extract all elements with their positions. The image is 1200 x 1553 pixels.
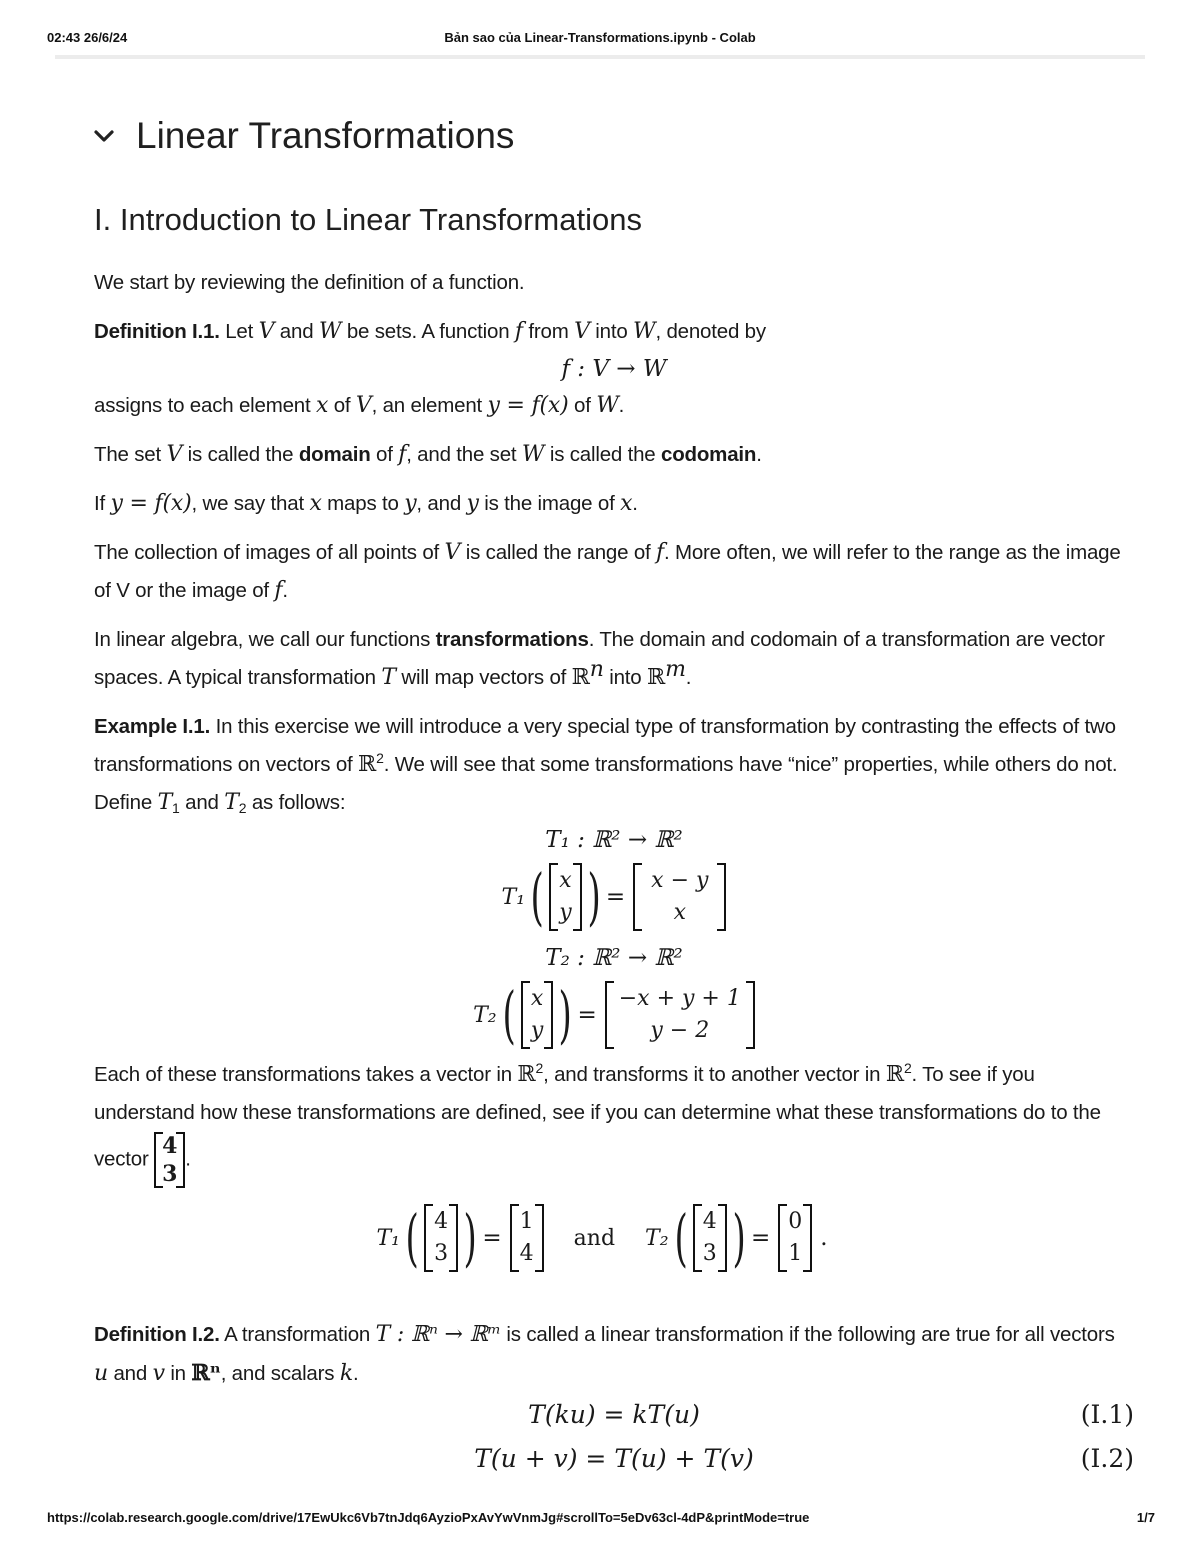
math-n: n <box>589 657 604 682</box>
t1-result-vector <box>510 1204 544 1272</box>
text: Each of these transformations takes a vector in <box>94 1063 518 1086</box>
t1-output-vector <box>633 863 726 931</box>
math-u: u <box>94 1361 108 1386</box>
t2-output-vector <box>605 981 755 1049</box>
text: , and the set <box>406 443 522 466</box>
math-m: m <box>665 657 686 682</box>
print-url: https://colab.research.google.com/drive/17EwUkc6Vb7tnJdq6AyzioPxAvYwVnmJg#scrollTo=5eDv63cl-4dP&printMode=true <box>47 1510 810 1525</box>
text: and <box>179 791 225 814</box>
section-title: I. Introduction to Linear Transformations <box>94 202 642 237</box>
and-word: and <box>573 1225 616 1251</box>
math-v-vec: v <box>152 1361 165 1386</box>
math-reals: ℝ <box>517 1062 536 1087</box>
vector-entry: 3 <box>702 1241 717 1266</box>
t1-symbol: T₁ <box>376 1225 400 1251</box>
text: , we say that <box>191 492 310 515</box>
left-paren: ( <box>405 1201 419 1274</box>
text: is the image of <box>478 492 621 515</box>
t2-map: T₂ : ℝ² → ℝ² <box>545 945 683 971</box>
definition-1-cont <box>94 387 1134 425</box>
math-v: V <box>574 319 590 344</box>
text: , and <box>416 492 467 515</box>
text: Let <box>219 320 259 343</box>
math-v: V <box>444 540 461 565</box>
text: . <box>352 1362 359 1385</box>
math-f: f <box>398 442 407 467</box>
vector-entry: x <box>530 986 544 1011</box>
heading-main: Linear Transformations <box>136 115 515 156</box>
math-map: T : ℝⁿ → ℝᵐ <box>375 1322 501 1347</box>
equation-expr: T(u + v) = T(u) + T(v) <box>474 1444 754 1473</box>
text: assigns to each element <box>94 394 316 417</box>
math-2: 2 <box>535 1060 544 1076</box>
t2-symbol: T₂ <box>645 1225 669 1251</box>
math-reals: ℝ <box>358 752 377 777</box>
vector-entry: 4 <box>702 1209 717 1234</box>
t2-result-vector <box>778 1204 812 1272</box>
text: . <box>618 394 625 417</box>
t1-input-vector <box>424 1204 458 1272</box>
text: . To see if you understand how these transformations are defined, see if you can determine what these transformations do to the vector <box>94 1063 1101 1171</box>
text: , and transforms it to another vector in <box>543 1063 886 1086</box>
math-w: W <box>633 319 656 344</box>
math-y: y <box>466 491 479 516</box>
math-t: T <box>381 665 396 690</box>
text: is called the <box>182 443 299 466</box>
math-k: k <box>339 1361 353 1386</box>
definition-2-label: Definition I.2. <box>94 1323 220 1346</box>
vector-entry: y <box>559 900 572 925</box>
text: as follows: <box>246 791 346 814</box>
example-1-label: Example I.1. <box>94 715 211 738</box>
term-codomain: codomain <box>661 443 757 466</box>
math-x: x <box>315 393 329 418</box>
text: be sets. A function <box>341 320 515 343</box>
text: and <box>274 320 319 343</box>
text: and <box>107 1362 153 1385</box>
vector-entry: 1 <box>519 1209 534 1234</box>
text: The collection of images of all points of <box>94 541 445 564</box>
chevron-down-icon[interactable] <box>86 118 122 154</box>
vector-entry: 3 <box>434 1241 449 1266</box>
text: will map vectors of <box>395 666 572 689</box>
print-footer <box>47 1510 1155 1530</box>
t1-definition <box>94 858 1134 936</box>
vector-entry: 3 <box>162 1161 178 1187</box>
math-f: f <box>656 540 664 565</box>
text: of <box>328 394 356 417</box>
text: . We will see that some transformations have “nice” properties, while others do not. Define <box>94 753 1118 814</box>
text: is called the range of <box>460 541 657 564</box>
text: maps to <box>321 492 405 515</box>
definition-2 <box>94 1316 1134 1393</box>
text: In linear algebra, we call our functions <box>94 628 436 651</box>
text: of <box>370 443 399 466</box>
equals-sign: = <box>482 1225 502 1251</box>
math-sub-1: 1 <box>172 800 180 816</box>
page-number: 1/7 <box>1136 1510 1155 1525</box>
math-w: W <box>596 393 619 418</box>
t2-input-vector <box>521 981 553 1049</box>
right-paren: ) <box>732 1201 746 1274</box>
right-paren: ) <box>587 860 601 933</box>
text: . <box>185 1147 191 1171</box>
math-t: T <box>224 790 239 815</box>
math-t: T <box>157 790 173 815</box>
vector-entry: 4 <box>434 1209 449 1234</box>
t2-input-vector <box>693 1204 727 1272</box>
definition-1-label: Definition I.1. <box>94 320 220 343</box>
vector-entry: x <box>673 900 687 925</box>
text: , denoted by <box>655 320 766 343</box>
print-header <box>47 30 1153 50</box>
t1-map: T₁ : ℝ² → ℝ² <box>545 827 683 853</box>
equals-sign: = <box>577 1002 597 1028</box>
vector-entry: 1 <box>788 1241 803 1266</box>
math-y-equals-fx: y = f(x) <box>487 393 569 418</box>
vector-entry: 0 <box>788 1209 803 1234</box>
left-paren: ( <box>530 860 544 933</box>
text: of <box>568 394 597 417</box>
text: in <box>164 1362 192 1385</box>
text: In this exercise we will introduce a very special type of transformation by contrasting the effects of two transformations on vectors of <box>94 715 1116 776</box>
left-paren: ( <box>502 978 516 1051</box>
text: . <box>756 443 762 466</box>
math-reals: ℝ <box>571 665 590 690</box>
maps-paragraph <box>94 485 1134 523</box>
range-paragraph <box>94 534 1134 610</box>
math-w: W <box>521 442 545 467</box>
math-y: y <box>404 491 417 516</box>
term-transformations: transformations <box>435 628 589 651</box>
equation-2 <box>94 1437 1134 1481</box>
term-domain: domain <box>298 443 371 466</box>
t1-symbol: T₁ <box>501 884 526 910</box>
left-paren: ( <box>673 1201 688 1274</box>
text: is called a linear transformation if the following are true for all vectors <box>500 1323 1115 1346</box>
vector-entry: 4 <box>162 1133 178 1159</box>
math-v: V <box>355 393 372 418</box>
header-divider <box>55 55 1145 59</box>
math-v: V <box>258 319 275 344</box>
text: , an element <box>371 394 488 417</box>
vector-entry: x <box>559 868 572 893</box>
vector-entry: 4 <box>519 1241 534 1266</box>
right-paren: ) <box>558 978 573 1051</box>
text: . More often, we will refer to the range as the image of V or the image of <box>94 541 1121 602</box>
text: . The domain and codomain of a transformation are vector spaces. A typical transformation <box>94 628 1105 689</box>
math-sub-2: 2 <box>238 800 247 816</box>
text: . <box>282 579 288 602</box>
t2-symbol: T₂ <box>473 1002 497 1028</box>
math-v: V <box>166 442 183 467</box>
print-title: Bản sao của Linear-Transformations.ipynb - Colab <box>444 30 756 45</box>
linalg-paragraph <box>94 621 1134 697</box>
math-reals: ℝ <box>647 665 666 690</box>
math-rn: ℝⁿ <box>191 1360 221 1386</box>
section-heading <box>88 108 1134 164</box>
text: into <box>603 666 647 689</box>
t2-definition <box>94 976 1134 1054</box>
equals-sign: = <box>605 884 626 910</box>
intro-paragraph: We start by reviewing the definition of a function. <box>94 271 525 294</box>
vector-entry: −x + y + 1 <box>618 986 741 1011</box>
definition-1 <box>94 313 1134 351</box>
equals-sign: = <box>750 1225 771 1251</box>
example-1 <box>94 708 1134 822</box>
equation-tag: (I.1) <box>1080 1400 1134 1429</box>
print-datetime: 02:43 26/6/24 <box>47 30 128 45</box>
vector-entry: y − 2 <box>650 1018 710 1043</box>
period: . <box>820 1225 828 1251</box>
equation-expr: T(ku) = kT(u) <box>528 1400 700 1429</box>
text: from <box>522 320 575 343</box>
text: . <box>685 666 692 689</box>
math-x: x <box>620 491 633 516</box>
text: is called the <box>544 443 661 466</box>
each-paragraph <box>94 1056 1134 1188</box>
text: into <box>589 320 634 343</box>
text: A transformation <box>219 1323 376 1346</box>
text: If <box>94 492 111 515</box>
equation-tag: (I.2) <box>1080 1444 1134 1473</box>
math-reals: ℝ <box>885 1062 904 1087</box>
function-display: f : V → W <box>561 356 667 382</box>
math-f: f <box>274 578 283 603</box>
math-y-equals-fx: y = f(x) <box>110 491 192 516</box>
text: The set <box>94 443 167 466</box>
results-row <box>70 1188 1134 1288</box>
math-f: f <box>514 319 523 344</box>
math-2: 2 <box>903 1060 912 1076</box>
inline-vector <box>154 1132 185 1188</box>
equation-1 <box>94 1393 1134 1437</box>
text: . <box>632 492 638 515</box>
vector-entry: y <box>530 1018 544 1043</box>
text: , and scalars <box>220 1362 340 1385</box>
math-w: W <box>318 319 342 344</box>
math-x: x <box>309 491 322 516</box>
math-2: 2 <box>376 750 384 766</box>
right-paren: ) <box>463 1201 477 1274</box>
domain-paragraph <box>94 436 1134 474</box>
vector-entry: x − y <box>651 868 709 893</box>
t1-input-vector <box>549 863 581 931</box>
notebook-content <box>94 96 1134 1481</box>
